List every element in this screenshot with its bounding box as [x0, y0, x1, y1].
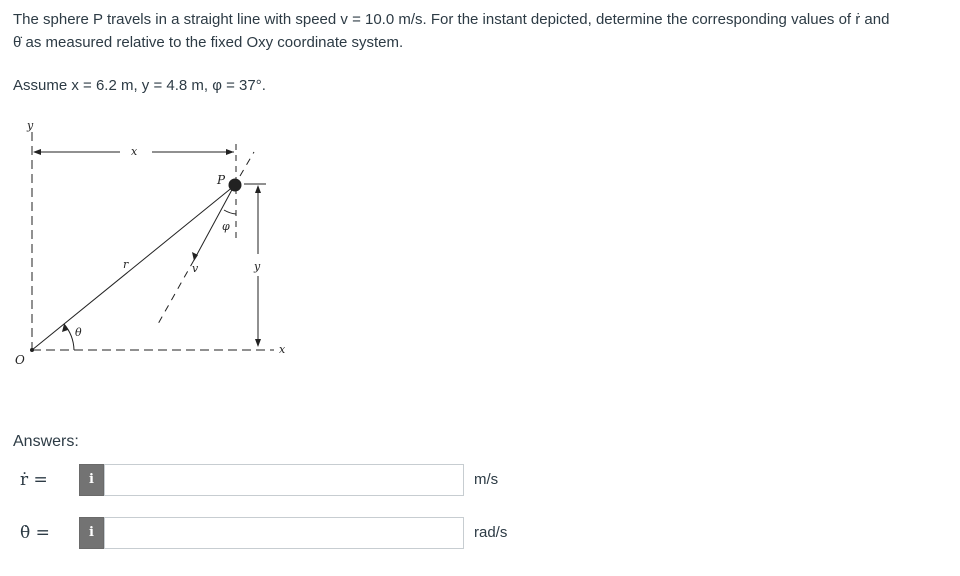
- label-r: r: [123, 258, 129, 271]
- label-x-dimension: x: [131, 145, 138, 158]
- r-dot-symbol: ṙ =: [20, 470, 48, 490]
- x-dim-arrow-right: [226, 149, 234, 155]
- x-dim-arrow-left: [33, 149, 41, 155]
- y-dim-arrow-bottom: [255, 339, 261, 347]
- label-theta: θ: [75, 326, 82, 339]
- problem-statement: [13, 8, 948, 54]
- r-dot-input[interactable]: [104, 464, 464, 496]
- label-y-axis: y: [27, 119, 34, 132]
- info-icon[interactable]: i: [79, 517, 104, 549]
- problem-line-2: θ̇ as measured relative to the fixed Oxy coordinate system.: [13, 34, 404, 51]
- label-x-axis: x: [279, 343, 286, 356]
- y-dim-arrow-top: [255, 185, 261, 193]
- phi-arc: [224, 210, 236, 214]
- theta-dot-input[interactable]: [104, 517, 464, 549]
- label-y-dimension: y: [254, 260, 261, 273]
- info-icon[interactable]: i: [79, 464, 104, 496]
- r-dot-unit: m/s: [474, 471, 499, 488]
- theta-dot-symbol: θ̇ =: [20, 523, 50, 543]
- problem-figure: [0, 112, 300, 372]
- label-origin: O: [15, 353, 25, 367]
- assumption-text: Assume x = 6.2 m, y = 4.8 m, φ = 37°.: [13, 77, 266, 94]
- origin-point: [30, 348, 34, 352]
- label-phi: φ: [222, 220, 230, 233]
- answers-heading: Answers:: [13, 433, 79, 450]
- velocity-path-dash: [158, 260, 194, 324]
- sphere-p: [229, 179, 242, 192]
- theta-dot-unit: rad/s: [474, 524, 508, 541]
- label-p: P: [217, 173, 226, 187]
- answer-row-r-dot: [0, 464, 960, 498]
- label-v: v: [192, 262, 199, 275]
- velocity-path-dash-up: [240, 152, 254, 176]
- answer-row-theta-dot: [0, 517, 960, 551]
- r-line: [32, 186, 234, 350]
- problem-line-1: The sphere P travels in a straight line with speed v = 10.0 m/s. For the instant depicted, determine the corresponding values of ṙ and: [13, 11, 890, 28]
